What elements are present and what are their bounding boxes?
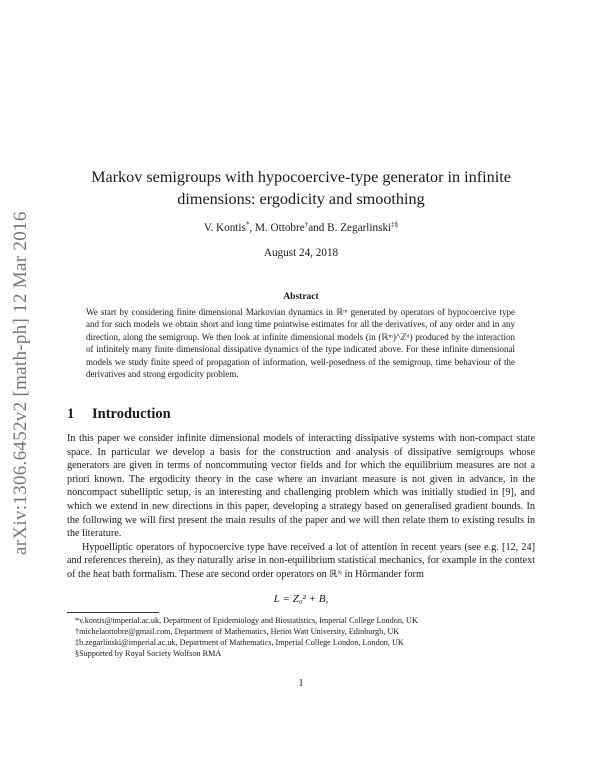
section-heading — [67, 406, 171, 423]
footnote-2: †michelaottobre@gmail.com, Department of Mathematics, Heriot Watt University, Edinburgh, UK — [75, 627, 400, 636]
footnote-3: ‡b.zegarlinski@imperial.ac.uk, Department of Mathematics, Imperial College London, London, UK — [75, 638, 404, 647]
section-title: Introduction — [92, 406, 171, 422]
author-mark-1: * — [245, 220, 250, 229]
page-number: 1 — [298, 678, 304, 689]
paper-date: August 24, 2018 — [263, 247, 339, 259]
author-list — [67, 222, 535, 234]
author-ottobre: , M. Ottobre — [249, 222, 305, 234]
paper-title — [67, 166, 535, 210]
section-number: 1 — [67, 406, 75, 422]
author-zegarlinski: and B. Zegarlinski — [308, 222, 392, 234]
abstract-heading: Abstract — [283, 292, 319, 302]
author-mark-3: ‡§ — [391, 220, 399, 229]
abstract-text: We start by considering finite dimensional Markovian dynamics in ℝᵐ generated by operators of hypocoercive type and for such models we obtain short and long time pointwise estimates for all the derivatives, of any order and in any direction, along the semigroup. We then look at infinite dimensional models (in (ℝᵐ)^ℤᵈ) produced by the interaction of infinitely many finite dimensional dissipative dynamics of the type indicated above. For these infinite dimensional models we study finite speed of propagation of information, well-posedness of the semigroup, time behaviour of the derivatives and strong ergodicity problem. — [86, 307, 515, 380]
footnote-4: §Supported by Royal Society Wolfson RMA — [75, 649, 222, 658]
equation: L = Z₀² + B, — [273, 593, 329, 605]
footnote-1: *v.kontis@imperial.ac.uk, Department of Epidemiology and Biostatistics, Imperial College London, UK — [75, 616, 418, 625]
author-kontis: V. Kontis — [203, 222, 246, 234]
title-line-1: Markov semigroups with hypocoercive-type generator in infinite — [91, 168, 511, 186]
author-mark-2: † — [304, 220, 309, 229]
introduction-body — [67, 432, 535, 582]
paragraph-2: Hypoelliptic operators of hypocoercive type have received a lot of attention in recent years (see e.g. [12, 24] and references therein), as they naturally arise in non-equilibrium statistical mechanics, for example in the context of the heat bath formalism. These are second order operators on ℝᴺ in Hörmander form — [67, 541, 535, 580]
arxiv-identifier: arXiv:1306.6452v2 [math-ph] 12 Mar 2016 — [10, 211, 31, 555]
paragraph-1: In this paper we consider infinite dimensional models of interacting dissipative systems with non-compact state space. In particular we develop a basis for the construction and analysis of dissipative semigroups whose generators are given in terms of noncommuting vector fields and for which the equilibrium measures are not a priori known. The ergodicity theory in the case where an invariant measure is not given in advance, in the noncompact subelliptic setup, is an interesting and challenging problem which was initially studied in [9], and which we extend in new directions in this paper, developing a strategy based on generalised gradient bounds. In the following we will first present the main results of the paper and we will then relate them to existing results in the literature. — [67, 433, 535, 540]
footnote-rule — [67, 612, 159, 613]
title-line-2: dimensions: ergodicity and smoothing — [177, 190, 425, 208]
footnotes — [75, 615, 535, 659]
